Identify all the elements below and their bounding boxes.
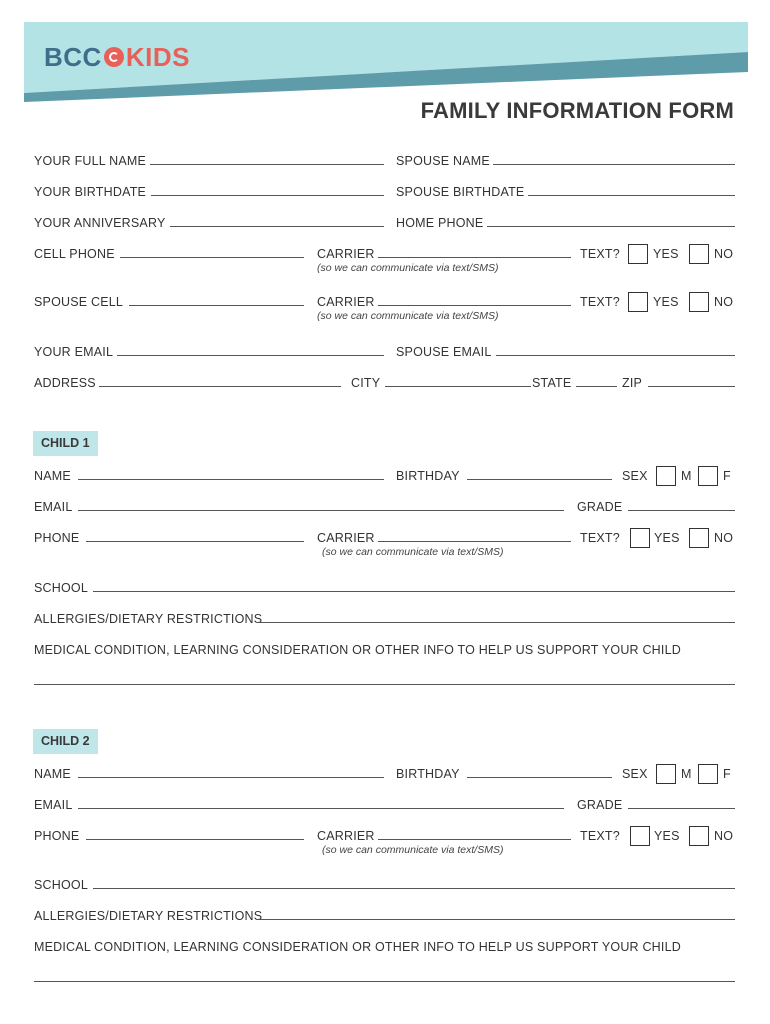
child-1-email-label: EMAIL [34,500,73,514]
child-2-text-label: TEXT? [580,829,620,843]
spouse-no-label: NO [714,295,734,309]
spouse-carrier-note: (so we can communicate via text/SMS) [317,310,499,322]
child-1-phone-field[interactable] [86,541,304,542]
zip-field[interactable] [648,386,735,387]
child-1-medical-label: MEDICAL CONDITION, LEARNING CONSIDERATION OR OTHER INFO TO HELP US SUPPORT YOUR CHILD [34,643,681,657]
child-1-m-label: M [681,469,692,483]
child-2-birthday-field[interactable] [467,777,612,778]
child-1-allergies-label: ALLERGIES/DIETARY RESTRICTIONS [34,612,263,626]
child-2-school-field[interactable] [93,888,735,889]
child-2-sex-f-checkbox[interactable] [698,764,718,784]
spouse-cell-field[interactable] [129,305,304,306]
page-title: FAMILY INFORMATION FORM [420,98,734,123]
child-2-allergies-label: ALLERGIES/DIETARY RESTRICTIONS [34,909,263,923]
spouse-carrier-label: CARRIER [317,295,375,309]
email-label: YOUR EMAIL [34,345,114,359]
child-1-medical-field[interactable] [34,684,735,685]
carrier-field[interactable] [378,257,571,258]
child-1-birthday-field[interactable] [467,479,612,480]
home-phone-field[interactable] [487,226,735,227]
child-2-phone-field[interactable] [86,839,304,840]
anniversary-field[interactable] [170,226,384,227]
full-name-field[interactable] [150,164,384,165]
child-2-no-label: NO [714,829,734,843]
spouse-text-no-checkbox[interactable] [689,292,709,312]
child-1-name-label: NAME [34,469,71,483]
child-1-email-field[interactable] [78,510,564,511]
child-2-sex-label: SEX [622,767,648,781]
state-field[interactable] [576,386,617,387]
child-2-carrier-label: CARRIER [317,829,375,843]
child-2-name-label: NAME [34,767,71,781]
child-2-m-label: M [681,767,692,781]
spouse-carrier-field[interactable] [378,305,571,306]
birthdate-field[interactable] [151,195,384,196]
child-2-allergies-field[interactable] [257,919,735,920]
child-1-carrier-label: CARRIER [317,531,375,545]
carrier-label: CARRIER [317,247,375,261]
child-2-carrier-note: (so we can communicate via text/SMS) [322,844,504,856]
child-2-birthday-label: BIRTHDAY [396,767,460,781]
child-1-sex-m-checkbox[interactable] [656,466,676,486]
spouse-email-field[interactable] [496,355,735,356]
child-1-sex-f-checkbox[interactable] [698,466,718,486]
child-1-carrier-note: (so we can communicate via text/SMS) [322,546,504,558]
child-2-yes-label: YES [654,829,680,843]
child-1-text-yes-checkbox[interactable] [630,528,650,548]
child-2-phone-label: PHONE [34,829,80,843]
cell-text-no-checkbox[interactable] [689,244,709,264]
child-1-birthday-label: BIRTHDAY [396,469,460,483]
cell-text-yes-checkbox[interactable] [628,244,648,264]
child-1-sex-label: SEX [622,469,648,483]
child-1-text-no-checkbox[interactable] [689,528,709,548]
spouse-name-label: SPOUSE NAME [396,154,490,168]
spouse-birthdate-field[interactable] [528,195,735,196]
anniversary-label: YOUR ANNIVERSARY [34,216,166,230]
child-1-f-label: F [723,469,731,483]
full-name-label: YOUR FULL NAME [34,154,147,168]
child-1-grade-field[interactable] [628,510,735,511]
child-1-carrier-field[interactable] [378,541,571,542]
child-2-email-label: EMAIL [34,798,73,812]
child-1-phone-label: PHONE [34,531,80,545]
spouse-email-label: SPOUSE EMAIL [396,345,492,359]
cell-phone-field[interactable] [120,257,304,258]
spouse-text-yes-checkbox[interactable] [628,292,648,312]
child-1-no-label: NO [714,531,734,545]
zip-label: ZIP [622,376,643,390]
child-2-email-field[interactable] [78,808,564,809]
child-2-medical-field[interactable] [34,981,735,982]
child-1-school-label: SCHOOL [34,581,88,595]
spouse-cell-label: SPOUSE CELL [34,295,124,309]
child-1-heading: CHILD 1 [33,431,98,456]
child-2-school-label: SCHOOL [34,878,88,892]
spouse-birthdate-label: SPOUSE BIRTHDATE [396,185,525,199]
child-1-school-field[interactable] [93,591,735,592]
yes-label: YES [653,247,679,261]
child-2-f-label: F [723,767,731,781]
city-label: CITY [351,376,381,390]
child-1-allergies-field[interactable] [257,622,735,623]
email-field[interactable] [117,355,384,356]
address-label: ADDRESS [34,376,96,390]
text-label: TEXT? [580,247,620,261]
child-2-name-field[interactable] [78,777,384,778]
state-label: STATE [532,376,572,390]
bcc-kids-logo: BCC KIDS [44,42,190,72]
address-field[interactable] [99,386,341,387]
birthdate-label: YOUR BIRTHDATE [34,185,147,199]
child-1-grade-label: GRADE [577,500,623,514]
spouse-name-field[interactable] [493,164,735,165]
child-1-yes-label: YES [654,531,680,545]
logo-mark-icon [104,47,124,67]
cell-phone-label: CELL PHONE [34,247,115,261]
spouse-yes-label: YES [653,295,679,309]
home-phone-label: HOME PHONE [396,216,484,230]
child-2-grade-field[interactable] [628,808,735,809]
child-1-name-field[interactable] [78,479,384,480]
child-2-text-yes-checkbox[interactable] [630,826,650,846]
child-1-text-label: TEXT? [580,531,620,545]
child-2-carrier-field[interactable] [378,839,571,840]
no-label: NO [714,247,734,261]
child-2-grade-label: GRADE [577,798,623,812]
child-2-heading: CHILD 2 [33,729,98,754]
child-2-sex-m-checkbox[interactable] [656,764,676,784]
city-field[interactable] [385,386,531,387]
spouse-text-label: TEXT? [580,295,620,309]
carrier-note: (so we can communicate via text/SMS) [317,262,499,274]
child-2-medical-label: MEDICAL CONDITION, LEARNING CONSIDERATION OR OTHER INFO TO HELP US SUPPORT YOUR CHILD [34,940,681,954]
child-2-text-no-checkbox[interactable] [689,826,709,846]
